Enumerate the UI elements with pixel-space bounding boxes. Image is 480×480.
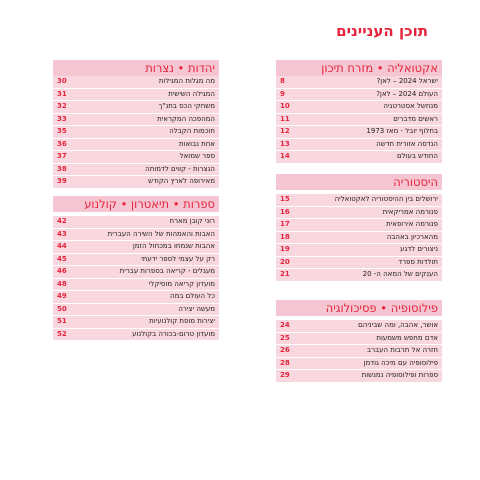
row-page: 51 bbox=[57, 317, 67, 325]
toc-row[interactable] bbox=[53, 216, 219, 229]
toc-row[interactable] bbox=[53, 151, 219, 164]
row-page: 28 bbox=[280, 358, 290, 367]
row-page: 20 bbox=[280, 257, 290, 266]
toc-row[interactable] bbox=[53, 176, 219, 189]
row-page: 16 bbox=[280, 207, 290, 216]
toc-row[interactable] bbox=[276, 194, 442, 207]
row-page: 8 bbox=[280, 77, 285, 85]
row-title: מאירופה לארץ הקודש bbox=[148, 177, 215, 185]
row-page: 33 bbox=[57, 114, 67, 123]
row-page: 30 bbox=[57, 77, 67, 85]
row-page: 45 bbox=[57, 254, 67, 263]
row-page: 17 bbox=[280, 220, 290, 228]
row-title: רוני קובן מארח bbox=[169, 217, 215, 225]
toc-row[interactable] bbox=[276, 358, 442, 371]
toc-row[interactable] bbox=[276, 207, 442, 220]
section-title: ספרות • תיאטרון • קולנוע bbox=[53, 196, 219, 212]
row-title: האבות והאמהות של השירה העברית bbox=[107, 229, 215, 238]
toc-row[interactable] bbox=[53, 241, 219, 254]
row-page: 29 bbox=[280, 371, 290, 379]
row-title: פנורמה אירופאית bbox=[386, 220, 438, 228]
row-page: 11 bbox=[280, 114, 290, 123]
row-title: יצירות מופת קולנועיות bbox=[149, 317, 215, 325]
toc-row[interactable] bbox=[53, 164, 219, 177]
row-title: העולם 2024 – לאן? bbox=[376, 89, 438, 98]
row-title: אחת נבואות bbox=[178, 139, 215, 148]
row-title: ראשים מדברים bbox=[393, 114, 438, 123]
row-page: 26 bbox=[280, 346, 290, 354]
row-title: אדם מחפש משמעות bbox=[376, 333, 438, 342]
row-page: 15 bbox=[280, 195, 290, 203]
toc-row[interactable] bbox=[53, 89, 219, 102]
section-title: פילוסופיה • פסיכולוגיה bbox=[276, 300, 442, 316]
row-title: פנורמה אמריקאית bbox=[382, 207, 438, 216]
toc-row[interactable] bbox=[53, 254, 219, 267]
row-title: מהארכיון באהבה bbox=[386, 232, 438, 241]
row-page: 13 bbox=[280, 139, 290, 148]
row-page: 21 bbox=[280, 270, 290, 278]
row-title: ספרות ופילוסופיה נמנשות bbox=[361, 371, 438, 379]
toc-row[interactable] bbox=[276, 257, 442, 270]
toc-row[interactable] bbox=[276, 333, 442, 346]
row-title: אושר, אהבה, ומה שביניהם bbox=[358, 321, 438, 329]
row-page: 37 bbox=[57, 152, 67, 160]
row-title: חוכמות הקבלה bbox=[169, 127, 215, 135]
toc-row[interactable] bbox=[53, 229, 219, 242]
row-title: חזרה אל תרבות העברב bbox=[367, 346, 438, 354]
toc-row[interactable] bbox=[53, 291, 219, 304]
row-title: בחלוף יובל - מאז 1973 bbox=[366, 127, 438, 135]
toc-row[interactable] bbox=[53, 114, 219, 127]
row-title: המגילה השישית bbox=[168, 89, 215, 98]
toc-row[interactable] bbox=[276, 114, 442, 127]
toc-row[interactable] bbox=[276, 232, 442, 245]
row-title: כל העולם במה bbox=[170, 292, 215, 300]
toc-row[interactable] bbox=[53, 279, 219, 292]
row-page: 50 bbox=[57, 304, 67, 313]
row-page: 14 bbox=[280, 152, 290, 160]
toc-row[interactable] bbox=[276, 101, 442, 114]
toc-row[interactable] bbox=[53, 126, 219, 139]
toc-row[interactable] bbox=[276, 219, 442, 232]
row-page: 44 bbox=[57, 242, 67, 250]
toc-row[interactable] bbox=[53, 139, 219, 152]
row-page: 32 bbox=[57, 102, 67, 110]
row-title: ירושלים בין ההיסטוריה לאקטואליה bbox=[334, 195, 438, 203]
row-page: 9 bbox=[280, 89, 285, 98]
section-judaism bbox=[53, 60, 219, 189]
row-title: ניצורים לדגע bbox=[400, 245, 438, 253]
section-title: יהדות • נצרות bbox=[53, 60, 219, 76]
toc-row[interactable] bbox=[53, 76, 219, 89]
row-title: מעגלים - קריאה בספרות עברית bbox=[119, 267, 215, 275]
row-title: פילוסופיה עם מיכה גודמן bbox=[363, 358, 438, 367]
toc-row[interactable] bbox=[53, 266, 219, 279]
section-title: אקטואליה • מזרח תיכון bbox=[276, 60, 442, 76]
page-title: תוכן העניינים bbox=[336, 22, 428, 40]
toc-row[interactable] bbox=[276, 320, 442, 333]
toc-row[interactable] bbox=[276, 345, 442, 358]
row-page: 10 bbox=[280, 102, 290, 110]
toc-row[interactable] bbox=[276, 244, 442, 257]
row-title: הענקים של המאה ה- 20 bbox=[362, 270, 438, 278]
row-title: משחקי הכס בתנ"ך bbox=[158, 102, 215, 110]
row-page: 18 bbox=[280, 232, 290, 241]
row-title: אהבות שנמחו במכחול הזמן bbox=[132, 242, 215, 250]
toc-row[interactable] bbox=[276, 126, 442, 139]
toc-row[interactable] bbox=[276, 76, 442, 89]
row-page: 36 bbox=[57, 139, 67, 148]
row-page: 38 bbox=[57, 164, 67, 173]
toc-row[interactable] bbox=[53, 316, 219, 329]
row-page: 49 bbox=[57, 292, 67, 300]
toc-row[interactable] bbox=[276, 269, 442, 282]
row-title: מועדון קריאה מוסיקלי bbox=[148, 279, 215, 288]
row-page: 12 bbox=[280, 127, 290, 135]
row-title: הנצרות - קווים לדמותה bbox=[145, 164, 215, 173]
section-current-affairs bbox=[276, 60, 442, 164]
row-title: ישראל 2024 – לאן? bbox=[376, 77, 438, 85]
row-title: המהפכה המקראית bbox=[157, 114, 215, 123]
row-page: 24 bbox=[280, 321, 290, 329]
row-title: מועדון טרום-בכורה בקולנוע bbox=[132, 329, 215, 338]
section-literature bbox=[53, 196, 219, 341]
row-title: מנחשל אסטרטגיה bbox=[383, 102, 438, 110]
toc-row[interactable] bbox=[276, 151, 442, 164]
row-title: מה מגלות המגילות bbox=[158, 77, 215, 85]
row-page: 42 bbox=[57, 217, 67, 225]
section-philosophy bbox=[276, 300, 442, 383]
row-title: החודש בעולם bbox=[396, 152, 438, 160]
row-title: מעשה יצירה bbox=[178, 304, 215, 313]
toc-row[interactable] bbox=[53, 101, 219, 114]
toc-row[interactable] bbox=[53, 304, 219, 317]
toc-row[interactable] bbox=[276, 370, 442, 383]
row-title: הנדסה אזורית חדשה bbox=[376, 139, 438, 148]
row-page: 46 bbox=[57, 267, 67, 275]
row-title: תולדות ספרד bbox=[398, 257, 438, 266]
row-page: 19 bbox=[280, 245, 290, 253]
toc-row[interactable] bbox=[276, 89, 442, 102]
toc-row[interactable] bbox=[276, 139, 442, 152]
row-title: רק על עצמי לספר ידעתי bbox=[141, 254, 215, 263]
row-page: 52 bbox=[57, 329, 67, 338]
section-title: היסטוריה bbox=[276, 174, 442, 190]
row-page: 43 bbox=[57, 229, 67, 238]
section-history bbox=[276, 174, 442, 282]
toc-row[interactable] bbox=[53, 329, 219, 342]
row-page: 39 bbox=[57, 177, 67, 185]
row-page: 31 bbox=[57, 89, 67, 98]
row-page: 48 bbox=[57, 279, 67, 288]
row-title: ספר שמואל bbox=[179, 152, 215, 160]
row-page: 25 bbox=[280, 333, 290, 342]
row-page: 35 bbox=[57, 127, 67, 135]
